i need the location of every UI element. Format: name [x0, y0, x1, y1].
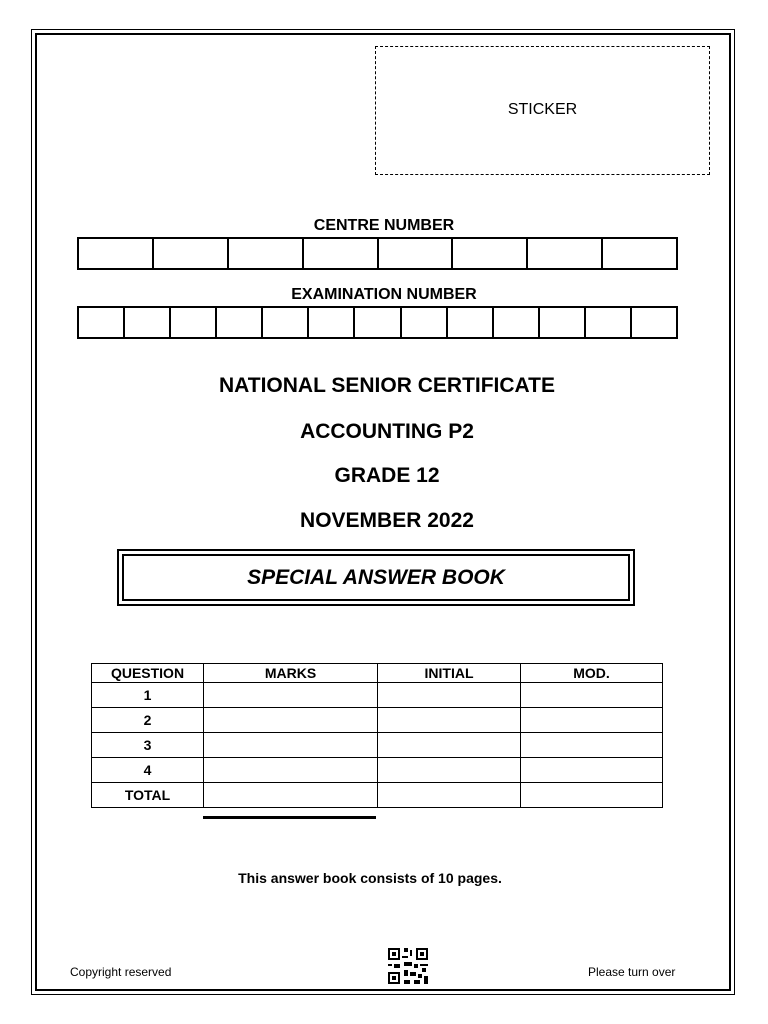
total-initial-cell[interactable]: [378, 783, 521, 808]
marks-cell[interactable]: [204, 708, 378, 733]
header-initial: INITIAL: [378, 664, 521, 683]
total-underline: [203, 816, 376, 819]
question-cell: 3: [92, 733, 204, 758]
examination-number-box[interactable]: [169, 308, 215, 337]
centre-number-box[interactable]: [526, 239, 601, 268]
mod-cell[interactable]: [521, 758, 663, 783]
mod-cell[interactable]: [521, 733, 663, 758]
centre-number-box[interactable]: [451, 239, 526, 268]
footer-turn-over: Please turn over: [588, 965, 676, 979]
initial-cell[interactable]: [378, 683, 521, 708]
certificate-title: NATIONAL SENIOR CERTIFICATE: [219, 374, 555, 397]
marks-cell[interactable]: [204, 758, 378, 783]
examination-number-box[interactable]: [79, 308, 123, 337]
examination-number-box[interactable]: [261, 308, 307, 337]
total-label-cell: TOTAL: [92, 783, 204, 808]
sticker-box: [375, 46, 710, 175]
total-marks-cell[interactable]: [204, 783, 378, 808]
centre-number-boxes[interactable]: [77, 237, 678, 270]
answer-book-title: SPECIAL ANSWER BOOK: [247, 565, 505, 589]
subject-title: ACCOUNTING P2: [300, 420, 474, 443]
centre-number-box[interactable]: [152, 239, 227, 268]
examination-number-boxes[interactable]: [77, 306, 678, 339]
marks-cell[interactable]: [204, 683, 378, 708]
page-count-note: This answer book consists of 10 pages.: [238, 870, 502, 886]
examination-number-box[interactable]: [492, 308, 538, 337]
centre-number-box[interactable]: [79, 239, 152, 268]
mod-cell[interactable]: [521, 708, 663, 733]
marks-table-header: [92, 664, 663, 683]
table-row: [92, 758, 663, 783]
centre-number-box[interactable]: [227, 239, 302, 268]
footer-copyright: Copyright reserved: [70, 965, 172, 979]
examination-number-box[interactable]: [353, 308, 399, 337]
examination-number-label: EXAMINATION NUMBER: [291, 286, 477, 303]
table-row: [92, 708, 663, 733]
centre-number-box[interactable]: [302, 239, 377, 268]
examination-number-box[interactable]: [123, 308, 169, 337]
marks-table: [91, 663, 663, 808]
examination-number-box[interactable]: [307, 308, 353, 337]
table-row: [92, 683, 663, 708]
examination-number-box[interactable]: [400, 308, 446, 337]
centre-number-box[interactable]: [377, 239, 452, 268]
sticker-label: STICKER: [507, 100, 578, 118]
header-mod: MOD.: [521, 664, 663, 683]
question-cell: 1: [92, 683, 204, 708]
initial-cell[interactable]: [378, 758, 521, 783]
qr-code-icon: [388, 948, 428, 984]
header-marks: MARKS: [204, 664, 378, 683]
table-row: [92, 733, 663, 758]
initial-cell[interactable]: [378, 708, 521, 733]
centre-number-box[interactable]: [601, 239, 676, 268]
mod-cell[interactable]: [521, 683, 663, 708]
header-question: QUESTION: [92, 664, 204, 683]
total-mod-cell[interactable]: [521, 783, 663, 808]
examination-number-box[interactable]: [630, 308, 676, 337]
marks-cell[interactable]: [204, 733, 378, 758]
session-title: NOVEMBER 2022: [300, 509, 474, 532]
centre-number-label: CENTRE NUMBER: [313, 217, 455, 234]
examination-number-box[interactable]: [538, 308, 584, 337]
examination-number-box[interactable]: [215, 308, 261, 337]
initial-cell[interactable]: [378, 733, 521, 758]
answer-book-banner: [122, 554, 630, 601]
table-row-total: [92, 783, 663, 808]
question-cell: 2: [92, 708, 204, 733]
grade-title: GRADE 12: [334, 464, 440, 487]
examination-number-box[interactable]: [446, 308, 492, 337]
examination-number-box[interactable]: [584, 308, 630, 337]
question-cell: 4: [92, 758, 204, 783]
